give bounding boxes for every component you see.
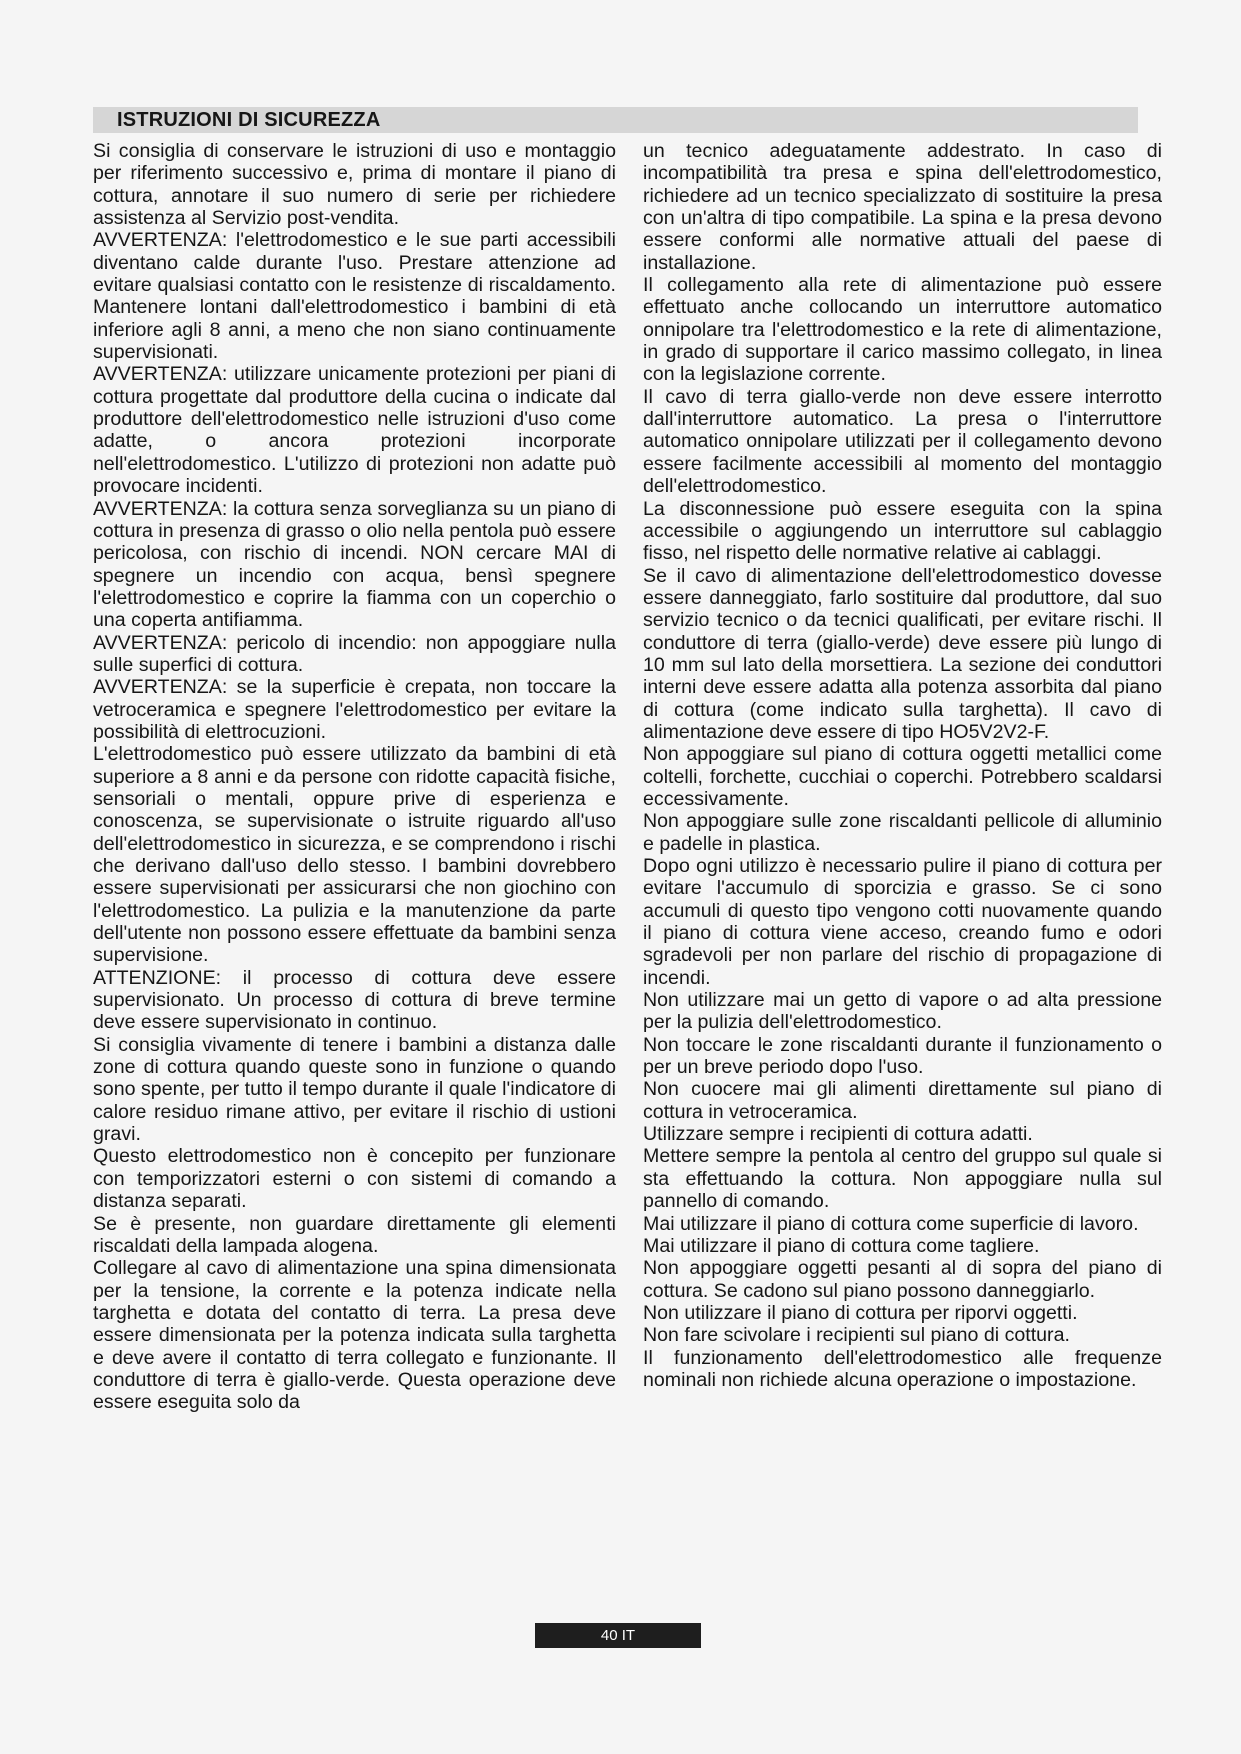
paragraph: Utilizzare sempre i recipienti di cottura adatti.: [643, 1123, 1033, 1146]
paragraph: AVVERTENZA: utilizzare unicamente protezioni per piani di cottura progettate dal produttore della cucina o indicate dal produttore dell'elettrodomestico nelle istruzioni d'uso come adatte, o ancora protezioni incorporate nell'elettrodomestico. L'utilizzo di protezioni non adatte può provocare incidenti.: [93, 363, 616, 498]
paragraph: Dopo ogni utilizzo è necessario pulire il piano di cottura per evitare l'accumulo di sporcizia e grasso. Se ci sono accumuli di questo tipo vengono cotti nuovamente quando il piano di cottura viene acceso, creando fumo e odori sgradevoli per non parlare del rischio di propagazione di incendi.: [643, 855, 1162, 989]
paragraph: un tecnico adeguatamente addestrato. In caso di incompatibilità tra presa e spina dell'elettrodomestico, richiedere ad un tecnico specializzato di sostituire la presa con un'altra di tipo compatibile. La spina e la presa devono essere conformi alle normative attuali del paese di installazione.: [643, 140, 1162, 274]
paragraph: Non appoggiare oggetti pesanti al di sopra del piano di cottura. Se cadono sul piano possono danneggiarlo.: [643, 1257, 1162, 1302]
paragraph: Mai utilizzare il piano di cottura come superficie di lavoro.: [643, 1212, 1139, 1235]
paragraph: AVVERTENZA: l'elettrodomestico e le sue parti accessibili diventano calde durante l'uso. Prestare attenzione ad evitare qualsiasi contatto con le resistenze di riscaldamento. Mantenere lontani dall'elettrodomestico i bambini di età inferiore agli 8 anni, a meno che non siano continuamente supervisionati.: [93, 229, 616, 364]
paragraph: Se è presente, non guardare direttamente gli elementi riscaldati della lampada alogena.: [93, 1212, 616, 1257]
paragraph: Il cavo di terra giallo-verde non deve essere interrotto dall'interruttore automatico. La presa o l'interruttore automatico onnipolare utilizzati per il collegamento devono essere facilmente accessibili al momento del montaggio dell'elettrodomestico.: [643, 385, 1162, 498]
paragraph: Mai utilizzare il piano di cottura come tagliere.: [643, 1234, 1040, 1257]
paragraph: L'elettrodomestico può essere utilizzato da bambini di età superiore a 8 anni e da persone con ridotte capacità fisiche, sensoriali o mentali, oppure prive di esperienza e conoscenza, se supervisionate o istruite riguardo all'uso dell'elettrodomestico in sicurezza, e se comprendono i rischi che derivano dall'uso dello stesso. I bambini dovrebbero essere supervisionati per assicurarsi che non giochino con l'elettrodomestico. La pulizia e la manutenzione da parte dell'utente non possono essere effettuate da bambini senza supervisione.: [93, 743, 616, 967]
paragraph: Non appoggiare sul piano di cottura oggetti metallici come coltelli, forchette, cucchiai o coperchi. Potrebbero scaldarsi eccessivamente.: [643, 743, 1162, 810]
paragraph: AVVERTENZA: pericolo di incendio: non appoggiare nulla sulle superfici di cottura.: [93, 631, 616, 676]
paragraph: La disconnessione può essere eseguita con la spina accessibile o aggiungendo un interruttore sul cablaggio fisso, nel rispetto delle normative relative ai cablaggi.: [643, 497, 1162, 565]
paragraph: AVVERTENZA: la cottura senza sorveglianza su un piano di cottura in presenza di grasso o olio nella pentola può essere pericolosa, con rischio di incendi. NON cercare MAI di spegnere un incendio con acqua, bensì spegnere l'elettrodomestico e coprire la fiamma con un coperchio o una coperta antifiamma.: [93, 497, 616, 632]
paragraph: Mettere sempre la pentola al centro del gruppo sul quale si sta effettuando la cottura. Non appoggiare nulla sul pannello di comando.: [643, 1145, 1162, 1213]
section-header-bar: [93, 107, 1138, 133]
paragraph: Collegare al cavo di alimentazione una spina dimensionata per la tensione, la corrente e la potenza indicate nella targhetta e dotata del contatto di terra. La presa deve essere dimensionata per la potenza indicata sulla targhetta e deve avere il contatto di terra collegato e funzionante. Il conduttore di terra è giallo-verde. Questa operazione deve essere eseguita solo da: [93, 1257, 616, 1414]
left-text-column: [93, 140, 616, 1414]
paragraph: Non fare scivolare i recipienti sul piano di cottura.: [643, 1324, 1070, 1347]
page-number: 40 IT: [600, 1627, 636, 1644]
paragraph: ATTENZIONE: il processo di cottura deve essere supervisionato. Un processo di cottura di breve termine deve essere supervisionato in continuo.: [93, 966, 616, 1034]
paragraph: Non utilizzare il piano di cottura per riporvi oggetti.: [643, 1301, 1078, 1324]
paragraph: Non cuocere mai gli alimenti direttamente sul piano di cottura in vetroceramica.: [643, 1078, 1162, 1123]
page-number-box: [535, 1623, 701, 1648]
paragraph: Non appoggiare sulle zone riscaldanti pellicole di alluminio e padelle in plastica.: [643, 810, 1162, 855]
paragraph: Non toccare le zone riscaldanti durante il funzionamento o per un breve periodo dopo l'uso.: [643, 1033, 1162, 1079]
section-title: ISTRUZIONI DI SICUREZZA: [117, 109, 381, 131]
paragraph: Questo elettrodomestico non è concepito per funzionare con temporizzatori esterni o con sistemi di comando a distanza separati.: [93, 1145, 616, 1213]
paragraph: Si consiglia di conservare le istruzioni di uso e montaggio per riferimento successivo e, prima di montare il piano di cottura, annotare il suo numero di serie per richiedere assistenza al Servizio post-vendita.: [93, 140, 616, 230]
right-text-column: [643, 140, 1162, 1391]
paragraph: AVVERTENZA: se la superficie è crepata, non toccare la vetroceramica e spegnere l'elettrodomestico per evitare la possibilità di elettrocuzioni.: [93, 676, 616, 743]
paragraph: Il funzionamento dell'elettrodomestico alle frequenze nominali non richiede alcuna operazione o impostazione.: [643, 1346, 1162, 1391]
paragraph: Non utilizzare mai un getto di vapore o ad alta pressione per la pulizia dell'elettrodomestico.: [643, 989, 1162, 1034]
paragraph: Il collegamento alla rete di alimentazione può essere effettuato anche collocando un interruttore automatico onnipolare tra l'elettrodomestico e la rete di alimentazione, in grado di supportare il carico massimo collegato, in linea con la legislazione corrente.: [643, 274, 1162, 386]
paragraph: Si consiglia vivamente di tenere i bambini a distanza dalle zone di cottura quando queste sono in funzione o quando sono spente, per tutto il tempo durante il quale l'indicatore di calore residuo rimane attivo, per evitare il rischio di ustioni gravi.: [93, 1033, 616, 1146]
paragraph: Se il cavo di alimentazione dell'elettrodomestico dovesse essere danneggiato, farlo sostituire dal produttore, dal suo servizio tecnico o da tecnici qualificati, per evitare rischi. Il conduttore di terra (giallo-verde) deve essere più lungo di 10 mm sul lato della morsettiera. La sezione dei conduttori interni deve essere adatta alla potenza assorbita dal piano di cottura (come indicato sulla targhetta). Il cavo di alimentazione deve essere di tipo HO5V2V2-F.: [643, 564, 1162, 743]
